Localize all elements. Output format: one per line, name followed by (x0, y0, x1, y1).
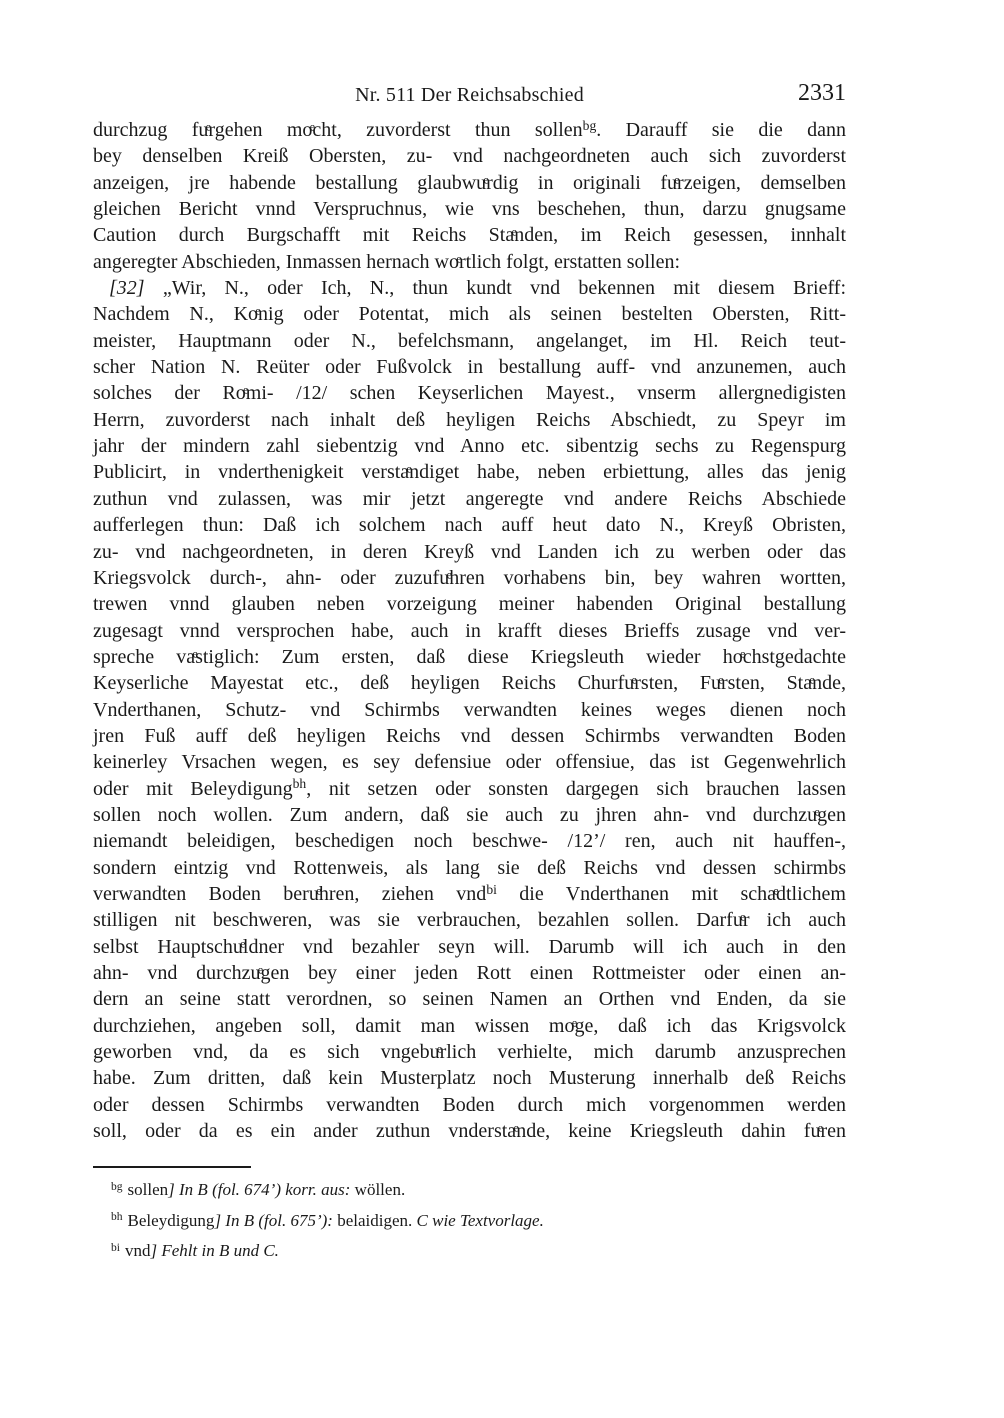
text-line (93, 512, 846, 538)
text-line (93, 1013, 846, 1039)
text-line (93, 275, 846, 301)
text-line (93, 749, 846, 775)
text-line (93, 723, 846, 749)
text-line (93, 802, 846, 828)
text-line (93, 828, 846, 854)
footnote-rule (93, 1166, 251, 1168)
text-segment: oder mit Beleydigung (93, 777, 293, 800)
text-line (93, 249, 846, 275)
text-line (93, 354, 846, 380)
text-line (93, 539, 846, 565)
text-segment: trewen vnnd glauben neben vorzeigung meiner habenden Original bestallung (93, 593, 846, 616)
text-segment: anzeigen, jre habende bestallung glaubwuͤrdig in originali fuͤrzeigen, demselben (93, 171, 846, 194)
text-line (93, 196, 846, 222)
text-segment: durchzug fuͤrgehen moͤcht, zuvorderst thun sollen (93, 119, 583, 141)
text-line (93, 380, 846, 406)
footnote-item (93, 1176, 846, 1207)
text-segment: bey denselben Kreiß Obersten, zu- vnd nachgeordneten auch sich zuvorderst (93, 145, 846, 168)
text-segment: ] In B (fol. 674’) korr. aus: (168, 1180, 351, 1199)
text-line (93, 934, 846, 960)
text-segment: oder dessen Schirmbs verwandten Boden durch mich vorgenommen werden (93, 1093, 846, 1116)
text-segment: Herrn, zuvorderst nach inhalt deß heyligen Reichs Abschiedt, zu Speyr im (93, 408, 846, 431)
text-segment: Keyserliche Mayestat etc., deß heyligen Reichs Churfuͤrsten, Fuͤrsten, Staͤnde, (93, 672, 846, 695)
text-line (93, 618, 846, 644)
text-line (93, 776, 846, 802)
text-segment: geworben vnd, da es sich vngebuͤrlich verhielte, mich darumb anzusprechen (93, 1041, 846, 1064)
text-segment: ahn- vnd durchzuͤgen bey einer jeden Rott einen Rottmeister oder einen an- (93, 962, 846, 984)
text-segment: Vnderthanen, Schutz- vnd Schirmbs verwandten keines weges dienen noch (93, 698, 846, 721)
text-segment: scher Nation N. Reüter oder Fußvolck in bestallung auff- vnd anzunemen, auch (93, 356, 846, 379)
text-segment: dern an seine statt verordnen, so seinen Namen an Orthen vnd Enden, da sie (93, 988, 846, 1011)
text-line (93, 1039, 846, 1065)
text-segment: gleichen Bericht vnnd Verspruchnus, wie vns beschehen, thun, darzu gnugsame (93, 198, 846, 221)
text-line (93, 960, 846, 986)
text-line (93, 1092, 846, 1118)
text-segment: wöllen. (350, 1180, 406, 1199)
footnote-marker: bi (111, 1240, 120, 1254)
text-line (93, 986, 846, 1012)
text-segment: jahr der mindern zahl siebentzig vnd Anno etc. sibentzig sechs zu Regenspurg (93, 435, 846, 458)
text-segment: ] Fehlt in B und C. (150, 1241, 279, 1260)
text-segment: Beleydigung (127, 1210, 215, 1230)
text-line (93, 644, 846, 670)
footnote-item (93, 1207, 846, 1238)
footnotes (93, 1176, 846, 1268)
text-segment: verwandten Boden beruͤhren, ziehen vnd (93, 882, 487, 905)
text-segment: habe. Zum dritten, daß kein Musterplatz noch Musterung innerhalb deß Reichs (93, 1067, 846, 1090)
text-line (93, 565, 846, 591)
text-segment: solches der Roͤmi- /12/ schen Keyserlichen Mayest., vnserm allergnedigisten (93, 382, 846, 405)
text-line (93, 328, 846, 354)
text-line (93, 459, 846, 485)
text-segment: die Vnderthanen mit schaͤdtlichem (496, 882, 846, 905)
text-line (93, 301, 846, 327)
text-segment: ] In B (fol. 675’): (214, 1210, 333, 1230)
text-segment: sollen noch wollen. Zum andern, daß sie auch zu jhren ahn- vnd durchzuͤgen (93, 803, 846, 826)
text-line (93, 697, 846, 723)
text-line (93, 222, 846, 248)
text-segment: zugesagt vnnd versprochen habe, auch in krafft dieses Brieffs zusage vnd ver- (93, 619, 846, 642)
text-line (93, 433, 846, 459)
text-line (93, 670, 846, 696)
text-segment: keinerley Vrsachen wegen, es sey defensiue oder offensiue, das ist Gegenwehrlich (93, 751, 846, 774)
text-segment: angeregter Abschieden, Inmassen hernach woͤrtlich folgt, erstatten sollen: (93, 250, 681, 273)
text-segment: belaidigen. (332, 1210, 417, 1230)
text-segment: , nit setzen oder sonsten dargegen sich brauchen lassen (306, 777, 846, 800)
text-line (93, 407, 846, 433)
text-segment: Caution durch Burgschafft mit Reichs Staͤnden, im Reich gesessen, innhalt (93, 224, 846, 247)
text-segment: . Darauff sie die dann (596, 119, 846, 141)
footnote-item (93, 1237, 846, 1268)
footnote-reference: bi (486, 881, 497, 897)
text-segment: meister, Hauptmann oder N., befelchsmann, angelanget, im Hl. Reich teut- (93, 329, 846, 352)
text-line (93, 143, 846, 169)
text-segment: sondern eintzig vnd Rottenweis, als lang sie deß Reichs vnd dessen schirmbs (93, 856, 846, 879)
text-segment: sollen (127, 1180, 169, 1199)
text-segment: stilligen nit beschweren, was sie verbrauchen, bezahlen sollen. Darfuͤr ich auch (93, 909, 846, 932)
text-segment: jren Fuß auff deß heyligen Reichs vnd dessen Schirmbs verwandten Boden (93, 724, 846, 747)
text-segment: zuthun vnd zulassen, was mir jetzt angeregte vnd andere Reichs Abschiede (93, 487, 846, 510)
text-line (93, 591, 846, 617)
page-header (93, 80, 846, 114)
text-line (93, 855, 846, 881)
text-line (93, 486, 846, 512)
footnote-marker: bh (111, 1210, 123, 1224)
text-line (93, 881, 846, 907)
text-segment: „Wir, N., oder Ich, N., thun kundt vnd bekennen mit diesem Brieff: (144, 277, 846, 300)
text-segment: niemandt beleidigen, beschedigen noch beschwe- /12’/ ren, auch nit hauffen-, (93, 830, 846, 853)
text-line (93, 1118, 846, 1144)
footnote-reference: bh (292, 776, 307, 792)
text-segment: zu- vnd nachgeordneten, in deren Kreyß vnd Landen ich zu werben oder das (93, 540, 846, 563)
text-segment: [32] (109, 277, 145, 300)
text-segment: spreche vaͤstiglich: Zum ersten, daß diese Kriegsleuth wieder hoͤchstgedachte (93, 645, 846, 668)
text-block (93, 117, 846, 1144)
text-segment: Publicirt, in vnderthenigkeit verstaͤndiget habe, neben erbiettung, alles das jenig (93, 461, 846, 484)
text-segment: Nachdem N., Koͤnig oder Potentat, mich als seinen bestelten Obersten, Ritt- (93, 303, 846, 326)
text-segment: Kriegsvolck durch-, ahn- oder zuzufuͤhren vorhabens bin, bey wahren wortten, (93, 566, 846, 589)
text-segment: soll, oder da es ein ander zuthun vnderstaͤnde, keine Kriegsleuth dahin fuͤren (93, 1120, 846, 1143)
text-line (93, 170, 846, 196)
page-number: 2331 (798, 80, 846, 106)
text-line (93, 117, 846, 143)
text-segment: aufferlegen thun: Daß ich solchem nach auff heut dato N., Kreyß Obristen, (93, 514, 846, 537)
text-segment: durchziehen, angeben soll, damit man wissen moͤge, daß ich das Krigsvolck (93, 1014, 846, 1037)
text-line (93, 1065, 846, 1091)
text-segment: selbst Hauptschuͤldner vnd bezahler seyn will. Darumb will ich auch in den (93, 935, 846, 958)
running-header-title: Nr. 511 Der Reichsabschied (355, 84, 584, 106)
footnote-marker: bg (111, 1179, 123, 1193)
text-segment: vnd (124, 1241, 151, 1260)
text-segment: C wie Textvorlage. (416, 1210, 544, 1230)
text-line (93, 907, 846, 933)
footnote-reference: bg (582, 117, 597, 133)
